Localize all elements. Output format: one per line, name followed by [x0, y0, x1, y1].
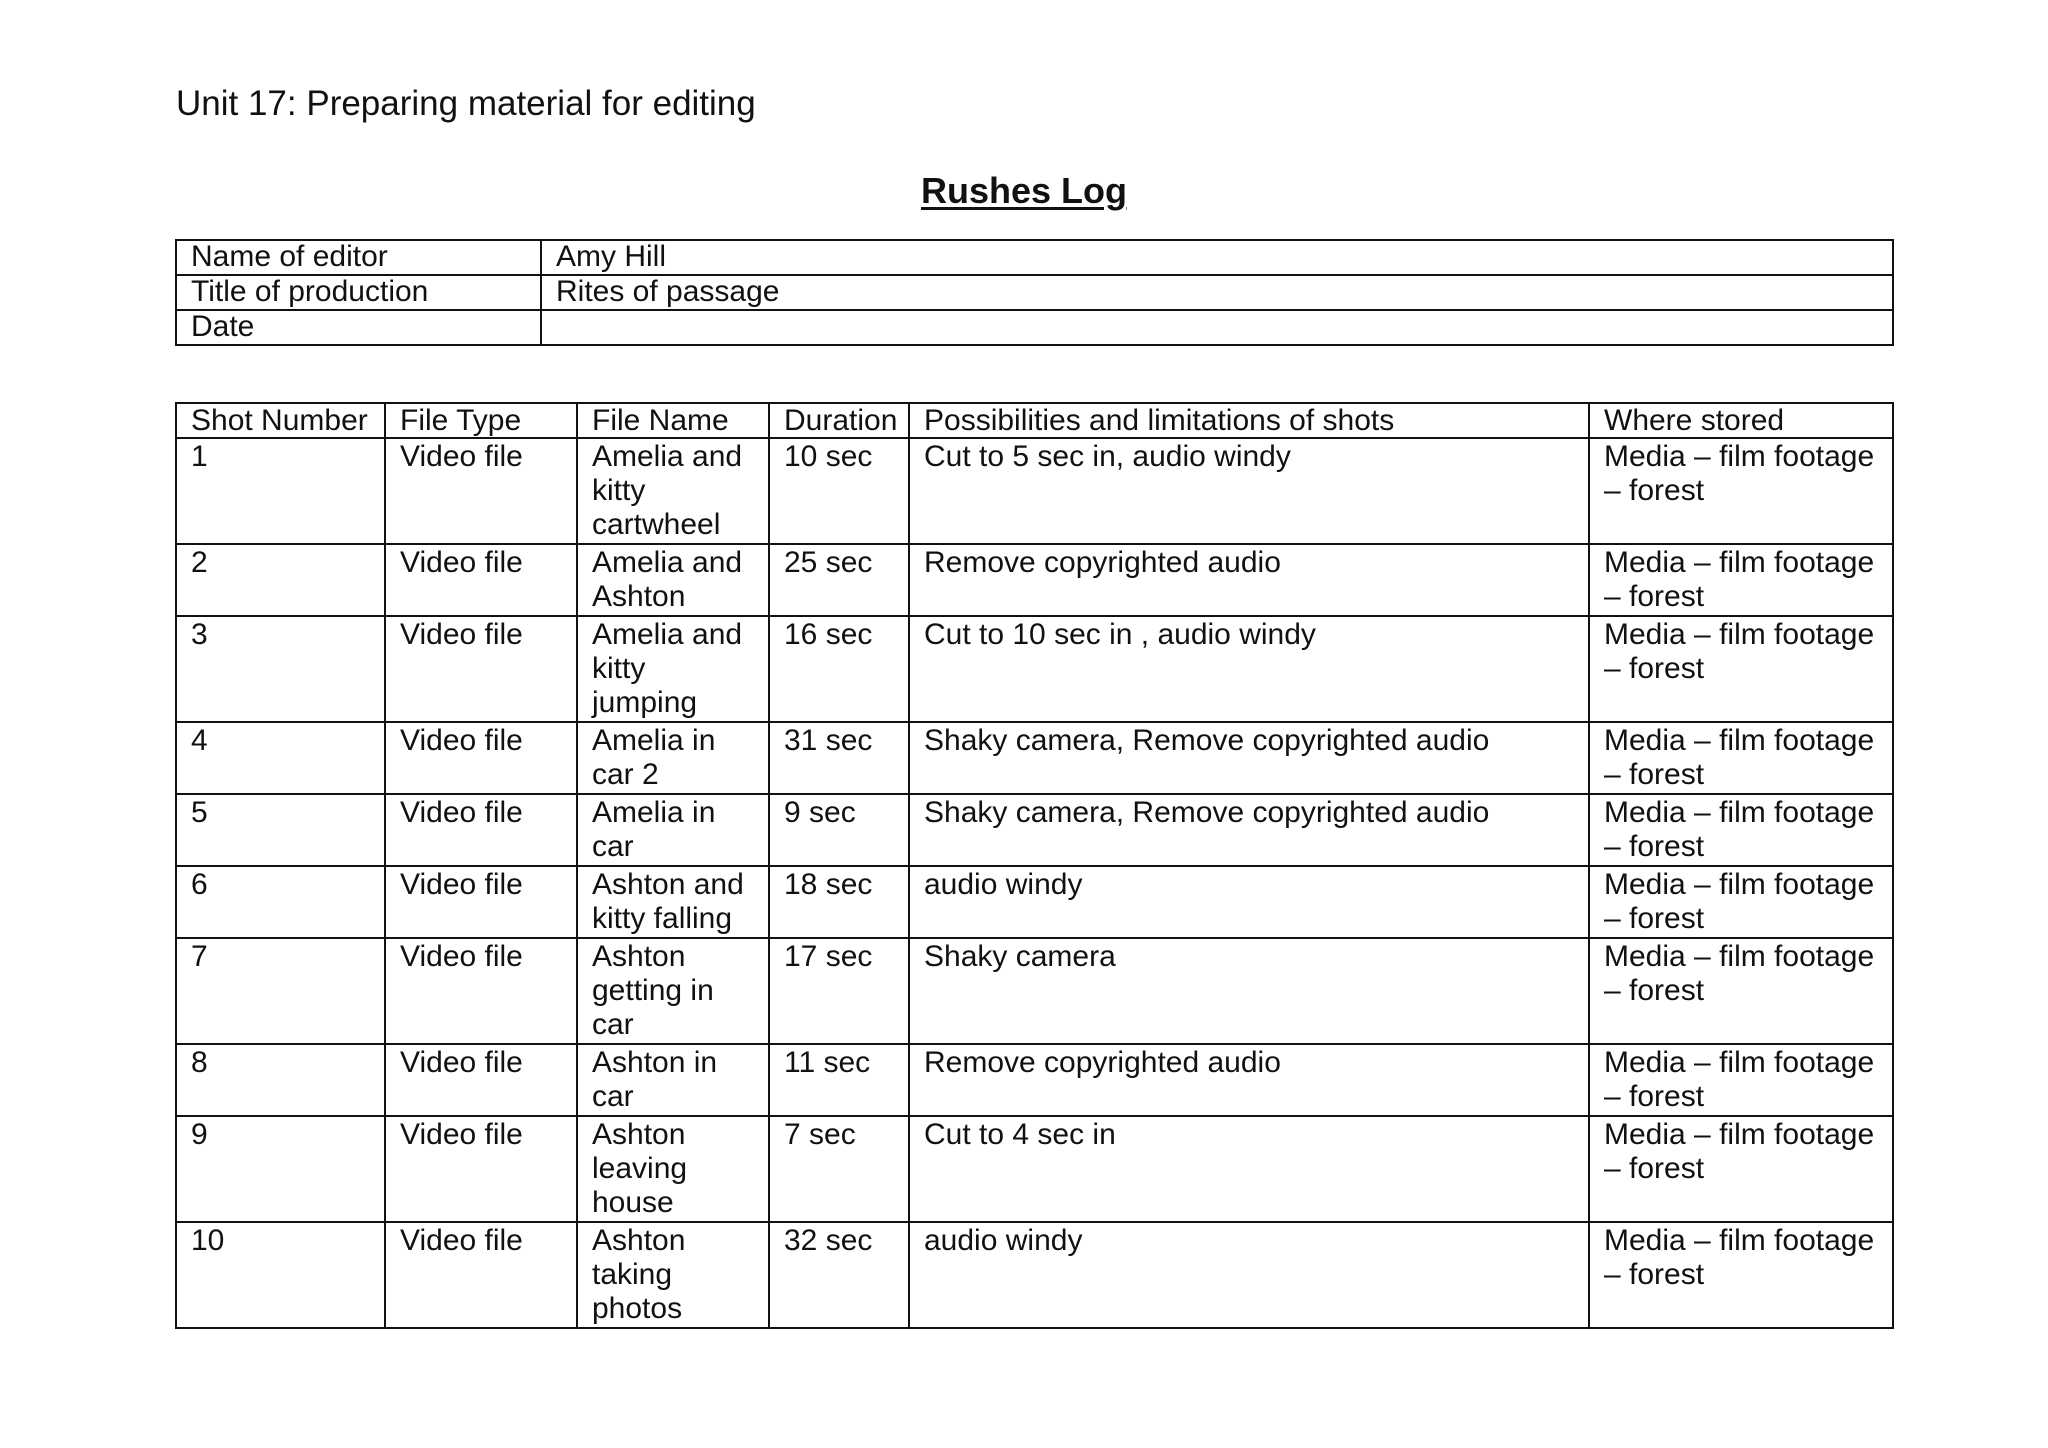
shot-number-cell: 1	[176, 438, 385, 544]
duration-cell: 25 sec	[769, 544, 909, 616]
production-info-table	[175, 239, 1894, 346]
storage-location-cell: Media – film footage – forest	[1589, 616, 1893, 722]
file-type-cell: Video file	[385, 866, 577, 938]
shot-number-cell: 2	[176, 544, 385, 616]
duration-cell: 18 sec	[769, 866, 909, 938]
duration-cell: 17 sec	[769, 938, 909, 1044]
file-type-cell: Video file	[385, 438, 577, 544]
table-row	[176, 866, 1893, 938]
duration-cell: 32 sec	[769, 1222, 909, 1328]
notes-cell: Remove copyrighted audio	[909, 1044, 1589, 1116]
file-type-cell: Video file	[385, 1116, 577, 1222]
file-name-cell: Amelia in car 2	[577, 722, 769, 794]
table-row	[176, 1222, 1893, 1328]
notes-cell: Cut to 5 sec in, audio windy	[909, 438, 1589, 544]
file-name-cell: Amelia and kitty cartwheel	[577, 438, 769, 544]
notes-cell: audio windy	[909, 1222, 1589, 1328]
rushes-log-body	[176, 438, 1893, 1328]
file-type-cell: Video file	[385, 722, 577, 794]
table-row	[176, 544, 1893, 616]
table-row	[176, 438, 1893, 544]
shot-number-cell: 4	[176, 722, 385, 794]
shot-number-cell: 9	[176, 1116, 385, 1222]
info-label: Title of production	[176, 275, 541, 310]
file-name-cell: Ashton in car	[577, 1044, 769, 1116]
file-type-cell: Video file	[385, 938, 577, 1044]
table-header-row	[176, 403, 1893, 438]
storage-location-cell: Media – film footage – forest	[1589, 866, 1893, 938]
column-header: Possibilities and limitations of shots	[909, 403, 1589, 438]
duration-cell: 10 sec	[769, 438, 909, 544]
file-name-cell: Amelia and kitty jumping	[577, 616, 769, 722]
notes-cell: audio windy	[909, 866, 1589, 938]
notes-cell: Shaky camera, Remove copyrighted audio	[909, 722, 1589, 794]
storage-location-cell: Media – film footage – forest	[1589, 438, 1893, 544]
file-type-cell: Video file	[385, 1222, 577, 1328]
table-row	[176, 938, 1893, 1044]
info-value	[541, 310, 1893, 345]
file-name-cell: Ashton and kitty falling	[577, 866, 769, 938]
shot-number-cell: 7	[176, 938, 385, 1044]
column-header: File Name	[577, 403, 769, 438]
file-name-cell: Ashton taking photos	[577, 1222, 769, 1328]
column-header: File Type	[385, 403, 577, 438]
file-type-cell: Video file	[385, 544, 577, 616]
table-row	[176, 1044, 1893, 1116]
unit-title: Unit 17: Preparing material for editing	[176, 84, 756, 123]
shot-number-cell: 5	[176, 794, 385, 866]
table-row	[176, 1116, 1893, 1222]
shot-number-cell: 3	[176, 616, 385, 722]
duration-cell: 11 sec	[769, 1044, 909, 1116]
file-type-cell: Video file	[385, 616, 577, 722]
rushes-log-table	[175, 402, 1894, 1329]
duration-cell: 9 sec	[769, 794, 909, 866]
storage-location-cell: Media – film footage – forest	[1589, 1044, 1893, 1116]
storage-location-cell: Media – film footage – forest	[1589, 1116, 1893, 1222]
info-value: Rites of passage	[541, 275, 1893, 310]
info-value: Amy Hill	[541, 240, 1893, 275]
column-header: Where stored	[1589, 403, 1893, 438]
column-header: Shot Number	[176, 403, 385, 438]
document-title: Rushes Log	[920, 170, 1127, 211]
info-label: Name of editor	[176, 240, 541, 275]
storage-location-cell: Media – film footage – forest	[1589, 794, 1893, 866]
table-row	[176, 616, 1893, 722]
duration-cell: 7 sec	[769, 1116, 909, 1222]
info-row-date	[176, 310, 1893, 345]
notes-cell: Shaky camera, Remove copyrighted audio	[909, 794, 1589, 866]
info-row-production-title	[176, 275, 1893, 310]
info-label: Date	[176, 310, 541, 345]
shot-number-cell: 10	[176, 1222, 385, 1328]
column-header: Duration	[769, 403, 909, 438]
file-type-cell: Video file	[385, 1044, 577, 1116]
storage-location-cell: Media – film footage – forest	[1589, 938, 1893, 1044]
file-type-cell: Video file	[385, 794, 577, 866]
shot-number-cell: 6	[176, 866, 385, 938]
storage-location-cell: Media – film footage – forest	[1589, 1222, 1893, 1328]
duration-cell: 16 sec	[769, 616, 909, 722]
notes-cell: Cut to 10 sec in , audio windy	[909, 616, 1589, 722]
notes-cell: Remove copyrighted audio	[909, 544, 1589, 616]
storage-location-cell: Media – film footage – forest	[1589, 544, 1893, 616]
file-name-cell: Ashton getting in car	[577, 938, 769, 1044]
file-name-cell: Amelia and Ashton	[577, 544, 769, 616]
table-row	[176, 794, 1893, 866]
table-row	[176, 722, 1893, 794]
shot-number-cell: 8	[176, 1044, 385, 1116]
notes-cell: Cut to 4 sec in	[909, 1116, 1589, 1222]
file-name-cell: Ashton leaving house	[577, 1116, 769, 1222]
info-row-editor	[176, 240, 1893, 275]
file-name-cell: Amelia in car	[577, 794, 769, 866]
storage-location-cell: Media – film footage – forest	[1589, 722, 1893, 794]
duration-cell: 31 sec	[769, 722, 909, 794]
notes-cell: Shaky camera	[909, 938, 1589, 1044]
